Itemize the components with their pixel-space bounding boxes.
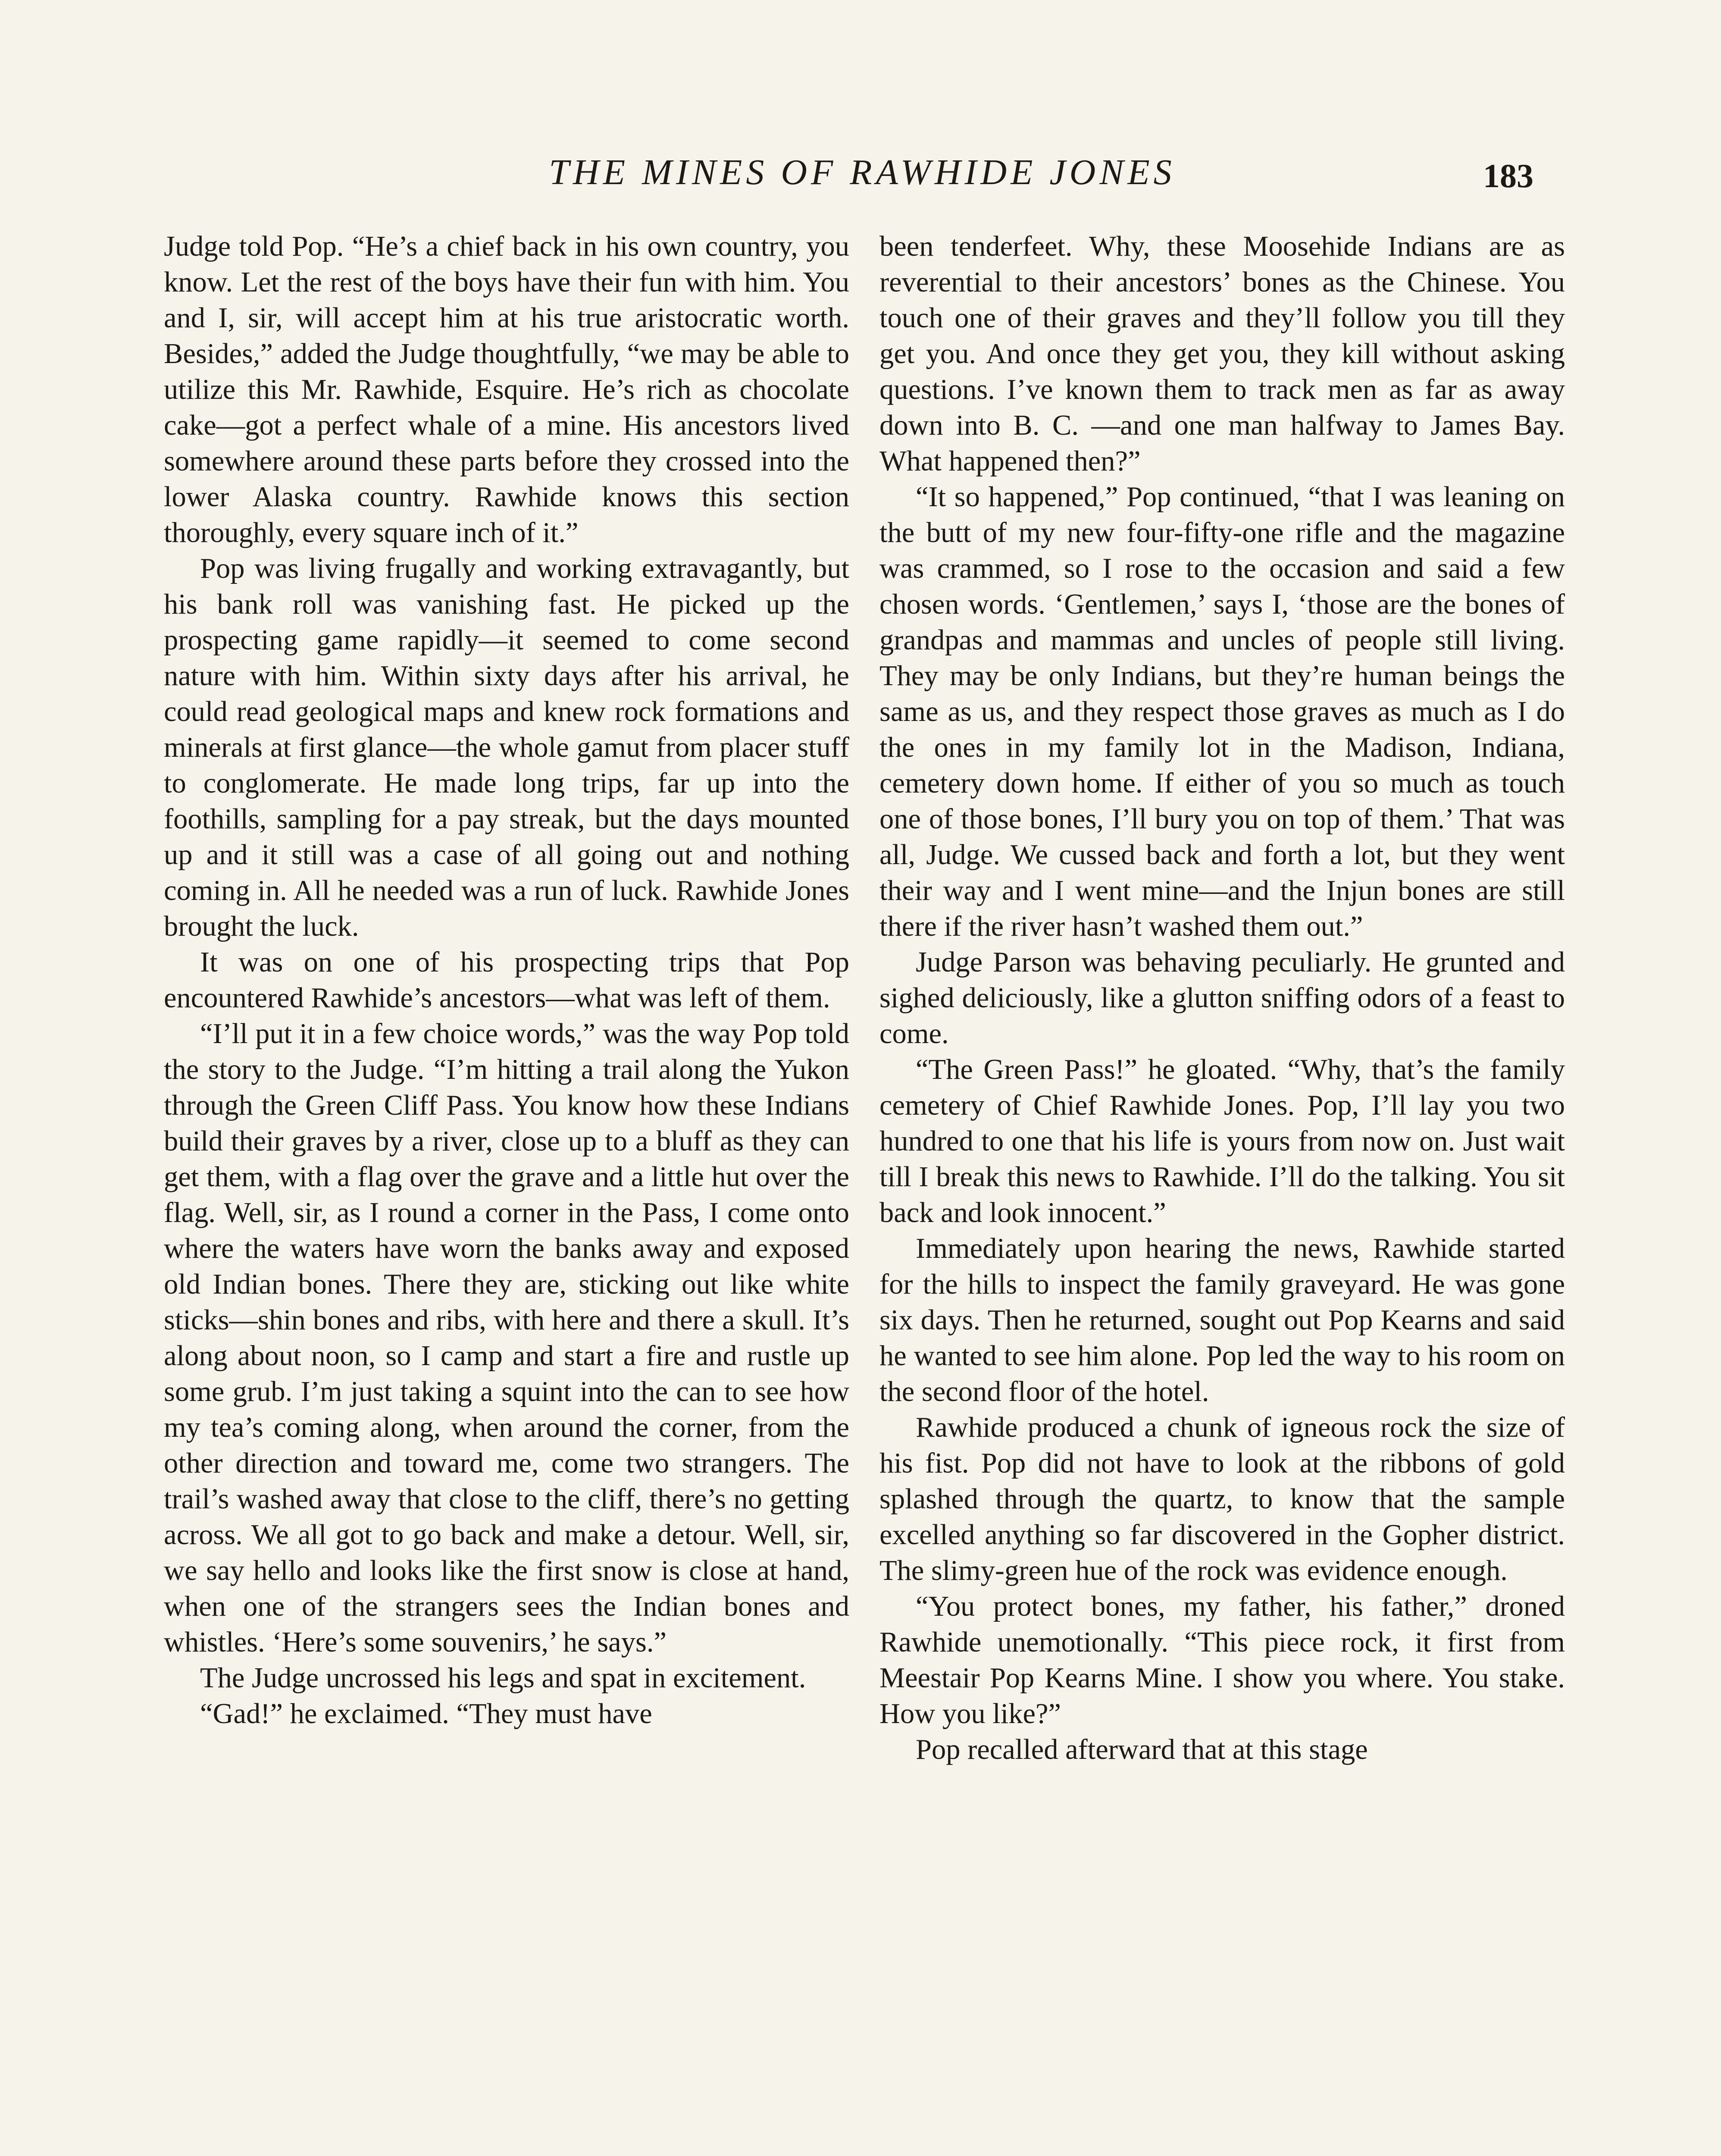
running-title: THE MINES OF RAWHIDE JONES	[549, 152, 1176, 192]
paragraph: Pop was living frugally and working extravagantly, but his bank roll was vanishing fast. He picked up the prospecting game rapidly—it seemed to come second nature with him. Within sixty days after his arrival, he could read geological maps and knew rock formations and minerals at first glance—the whole gamut from placer stuff to conglomerate. He made long trips, far up into the foothills, sampling for a pay streak, but the days mounted up and it still was a case of all going out and nothing coming in. All he needed was a run of luck. Rawhide Jones brought the luck.	[164, 553, 849, 942]
left-column	[164, 229, 849, 1732]
paragraph: “The Green Pass!” he gloated. “Why, that’s the family cemetery of Chief Rawhide Jones. Pop, I’ll lay you two hundred to one that his life is yours from now on. Just wait till I break this news to Rawhide. I’ll do the talking. You sit back and look innocent.”	[879, 1054, 1565, 1228]
page-header	[0, 142, 1721, 203]
paragraph: “It so happened,” Pop continued, “that I was leaning on the butt of my new four-fifty-one rifle and the magazine was crammed, so I rose to the occasion and said a few chosen words. ‘Gentlemen,’ says I, ‘those are the bones of grandpas and mammas and uncles of people still living. They may be only Indians, but they’re human beings the same as us, and they respect those graves as much as I do the ones in my family lot in the Madison, Indiana, cemetery down home. If either of you so much as touch one of those bones, I’ll bury you on top of them.’ That was all, Judge. We cussed back and forth a lot, but they went their way and I went mine—and the Injun bones are still there if the river hasn’t washed them out.”	[879, 481, 1565, 942]
paragraph: been tenderfeet. Why, these Moosehide Indians are as reverential to their ancestors’ bones as the Chinese. You touch one of their graves and they’ll follow you till they get you. And once they get you, they kill without asking questions. I’ve known them to track men as far as away down into B. C. —and one man halfway to James Bay. What happened then?”	[879, 231, 1565, 477]
paragraph: Pop recalled afterward that at this stage	[916, 1734, 1368, 1765]
paragraph: Immediately upon hearing the news, Rawhide started for the hills to inspect the family graveyard. He was gone six days. Then he returned, sought out Pop Kearns and said he wanted to see him alone. Pop led the way to his room on the second floor of the hotel.	[879, 1233, 1565, 1407]
paragraph: It was on one of his prospecting trips that Pop encountered Rawhide’s ancestors—what was left of them.	[164, 946, 849, 1014]
paragraph: Judge Parson was behaving peculiarly. He grunted and sighed deliciously, like a glutton sniffing odors of a feast to come.	[879, 946, 1565, 1050]
paragraph: “Gad!” he exclaimed. “They must have	[200, 1698, 652, 1730]
right-column	[879, 229, 1565, 1767]
paragraph: Rawhide produced a chunk of igneous rock the size of his fist. Pop did not have to look at the ribbons of gold splashed through the quartz, to know that the sample excelled anything so far discovered in the Gopher district. The slimy-green hue of the rock was evidence enough.	[879, 1412, 1565, 1586]
paragraph: The Judge uncrossed his legs and spat in excitement.	[200, 1662, 806, 1694]
paragraph: “You protect bones, my father, his father,” droned Rawhide unemotionally. “This piece rock, it first from Meestair Pop Kearns Mine. I show you where. You stake. How you like?”	[879, 1591, 1565, 1730]
paragraph: Judge told Pop. “He’s a chief back in his own country, you know. Let the rest of the boys have their fun with him. You and I, sir, will accept him at his true aristocratic worth. Besides,” added the Judge thoughtfully, “we may be able to utilize this Mr. Rawhide, Esquire. He’s rich as chocolate cake—got a perfect whale of a mine. His ancestors lived somewhere around these parts before they crossed into the lower Alaska country. Rawhide knows this section thoroughly, every square inch of it.”	[164, 231, 849, 548]
paragraph: “I’ll put it in a few choice words,” was the way Pop told the story to the Judge. “I’m hitting a trail along the Yukon through the Green Cliff Pass. You know how these Indians build their graves by a river, close up to a bluff as they can get them, with a flag over the grave and a little hut over the flag. Well, sir, as I round a corner in the Pass, I come onto where the waters have worn the banks away and exposed old Indian bones. There they are, sticking out like white sticks—shin bones and ribs, with here and there a skull. It’s along about noon, so I camp and start a fire and rustle up some grub. I’m just taking a squint into the can to see how my tea’s coming along, when around the corner, from the other direction and toward me, come two strangers. The trail’s washed away that close to the cliff, there’s no getting across. We all got to go back and make a detour. Well, sir, we say hello and looks like the first snow is close at hand, when one of the strangers sees the Indian bones and whistles. ‘Here’s some souvenirs,’ he says.”	[164, 1018, 849, 1658]
page-number: 183	[1483, 157, 1533, 194]
